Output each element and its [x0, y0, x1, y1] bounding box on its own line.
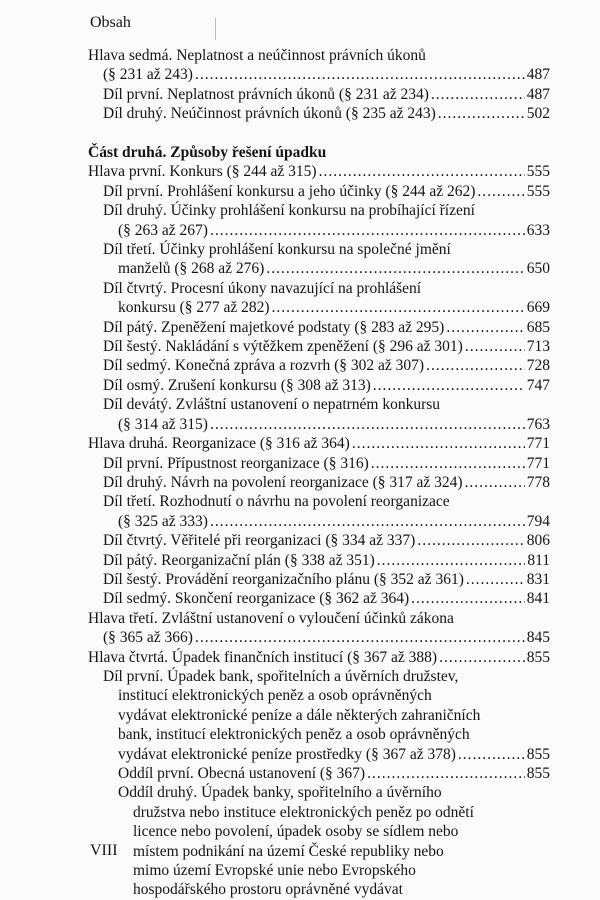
- toc-entry: [88, 240, 550, 279]
- toc-entry: [88, 376, 550, 395]
- toc-entry: [88, 104, 550, 123]
- toc-entry-title: Oddíl druhý. Úpadek banky, spořitelního a úvěrního: [118, 784, 442, 802]
- leader-dots: [439, 648, 525, 667]
- leader-dots: [272, 298, 525, 317]
- toc-page-number: 747: [526, 376, 550, 394]
- toc-entry: [88, 279, 550, 318]
- toc-page-number: 831: [526, 570, 550, 588]
- leader-dots: [465, 473, 525, 492]
- toc-entry-title: Díl třetí. Rozhodnutí o návrhu na povolení reorganizace: [103, 493, 450, 511]
- toc-entry: [88, 395, 550, 434]
- toc-entry: [88, 764, 550, 783]
- toc-entry: [88, 182, 550, 201]
- toc-entry-title: Díl první. Prohlášení konkursu a jeho účinky (§ 244 až 262): [103, 182, 476, 200]
- leader-dots: [466, 570, 525, 589]
- toc-entry-title: Díl šestý. Nakládání s výtěžkem zpeněžení (§ 296 až 301): [103, 338, 463, 356]
- toc-entry-title: Díl pátý. Zpeněžení majetkové podstaty (§ 283 až 295): [103, 318, 445, 336]
- leader-dots: [417, 531, 524, 550]
- toc-page-number: 728: [526, 357, 550, 375]
- toc-entry-title: Hlava druhá. Reorganizace (§ 316 až 364): [88, 435, 350, 453]
- toc-page-number: 633: [526, 221, 550, 239]
- leader-dots: [426, 356, 525, 375]
- toc-entry-title: Oddíl první. Obecná ustanovení (§ 367): [118, 765, 366, 783]
- toc-entry: [88, 609, 550, 648]
- toc-page-number: 841: [526, 590, 550, 608]
- toc-page-number: 713: [526, 338, 550, 356]
- toc-page-number: 845: [526, 629, 550, 647]
- leader-dots: [377, 551, 526, 570]
- toc-entry-title: Díl druhý. Neúčinnost právních úkonů (§ 235 až 243): [103, 105, 436, 123]
- toc-entry-title: Díl druhý. Účinky prohlášení konkursu na probíhající řízení: [103, 202, 475, 220]
- leader-dots: [319, 162, 525, 181]
- toc-page-number: 487: [526, 85, 550, 103]
- leader-dots: [352, 434, 525, 453]
- leader-dots: [431, 85, 525, 104]
- toc-page-number: 555: [526, 163, 550, 181]
- leader-dots: [210, 415, 525, 434]
- toc-entry: [88, 85, 550, 104]
- toc-entry-title-cont: (§ 314 až 315): [118, 415, 208, 433]
- toc-entry-title: Díl první. Neplatnost právních úkonů (§ 231 až 234): [103, 85, 429, 103]
- toc-entry-title: Díl sedmý. Skončení reorganizace (§ 362 až 364): [103, 590, 410, 608]
- leader-dots: [195, 65, 525, 84]
- toc-entry: [88, 454, 550, 473]
- toc-entry-title: Díl osmý. Zrušení konkursu (§ 308 až 313): [103, 376, 371, 394]
- toc-entry: [88, 648, 550, 667]
- leader-dots: [371, 454, 525, 473]
- toc-entry-title-cont: místem podnikání na území České republiky nebo: [133, 842, 444, 860]
- leader-dots: [411, 589, 525, 608]
- toc-entry-title: Hlava první. Konkurs (§ 244 až 315): [88, 163, 317, 181]
- toc-entry-title-cont: vydávat elektronické peníze a dále některých zahraničních: [118, 706, 481, 724]
- leader-dots: [458, 745, 525, 764]
- page-mark: [215, 18, 216, 40]
- toc-entry-title-cont: (§ 365 až 366): [103, 629, 193, 647]
- toc-entry-title-cont: hospodářského prostoru oprávněné vydávat: [133, 881, 403, 899]
- toc-entry: [88, 667, 550, 764]
- toc-entry: [88, 434, 550, 453]
- toc-entry-title: Hlava čtvrtá. Úpadek finančních institucí (§ 367 až 388): [88, 648, 438, 666]
- toc-entry: [88, 492, 550, 531]
- toc-entry: [88, 318, 550, 337]
- toc-entry-title-cont: institucí elektronických peněz a osob oprávněných: [118, 687, 432, 705]
- leader-dots: [210, 221, 525, 240]
- toc-entry-title: Díl pátý. Reorganizační plán (§ 338 až 351): [103, 551, 375, 569]
- toc-entry-title: Díl sedmý. Konečná zpráva a rozvrh (§ 302 až 307): [103, 357, 425, 375]
- toc-page-number: 555: [526, 182, 550, 200]
- toc-entry-title: Díl šestý. Provádění reorganizačního plánu (§ 352 až 361): [103, 570, 464, 588]
- leader-dots: [477, 182, 524, 201]
- leader-dots: [266, 259, 524, 278]
- toc-entry: [88, 531, 550, 550]
- leader-dots: [438, 104, 525, 123]
- toc-page-number: 855: [526, 745, 550, 763]
- toc-entry-title: Díl třetí. Účinky prohlášení konkursu na společné jmění: [103, 241, 451, 259]
- table-of-contents: [88, 46, 550, 900]
- section-title: Část druhá. Způsoby řešení úpadku: [88, 144, 327, 162]
- toc-page-number: 771: [526, 454, 550, 472]
- running-header: Obsah: [90, 14, 131, 31]
- leader-dots: [465, 337, 525, 356]
- toc-entry: [88, 570, 550, 589]
- toc-entry-title-cont: licence nebo povolení, úpadek osoby se sídlem nebo: [133, 823, 459, 841]
- toc-entry-title: Díl první. Úpadek bank, spořitelních a úvěrních družstev,: [103, 667, 459, 685]
- toc-entry: [88, 356, 550, 375]
- toc-entry-title-cont: (§ 325 až 333): [118, 512, 208, 530]
- toc-entry-title: Díl první. Přípustnost reorganizace (§ 316): [103, 454, 369, 472]
- toc-entry: [88, 201, 550, 240]
- leader-dots: [446, 318, 524, 337]
- toc-page-number: 685: [526, 318, 550, 336]
- toc-entry: [88, 46, 550, 85]
- toc-entry-title: Hlava sedmá. Neplatnost a neúčinnost právních úkonů: [88, 47, 426, 64]
- toc-entry-title-cont: konkursu (§ 277 až 282): [118, 299, 270, 317]
- toc-page-number: 669: [526, 299, 550, 317]
- toc-entry: [88, 551, 550, 570]
- toc-entry-title: Díl čtvrtý. Procesní úkony navazující na prohlášení: [103, 279, 422, 297]
- leader-dots: [373, 376, 525, 395]
- toc-entry-title-cont: vydávat elektronické peníze prostředky (§ 367 až 378): [118, 745, 456, 763]
- toc-page-number: 650: [526, 260, 550, 278]
- toc-entry-title: Díl druhý. Návrh na povolení reorganizace (§ 317 až 324): [103, 473, 463, 491]
- toc-entry: [88, 473, 550, 492]
- toc-entry-title-cont: (§ 263 až 267): [118, 221, 208, 239]
- toc-entry: [88, 783, 550, 899]
- page-number-roman: VIII: [90, 842, 118, 859]
- toc-page-number: 771: [526, 435, 550, 453]
- leader-dots: [210, 512, 525, 531]
- toc-page-number: 502: [526, 105, 550, 123]
- toc-page-number: 855: [526, 648, 550, 666]
- toc-entry-title-cont: mimo území Evropské unie nebo Evropského: [133, 862, 416, 880]
- toc-page-number: 778: [526, 473, 550, 491]
- toc-entry-title-cont: družstva nebo instituce elektronických peněz po odnětí: [133, 803, 474, 821]
- toc-page-number: 855: [526, 765, 550, 783]
- toc-page-number: 806: [526, 532, 550, 550]
- toc-page-number: 487: [526, 66, 550, 84]
- toc-entry-title: Díl devátý. Zvláštní ustanovení o nepatrném konkursu: [103, 396, 441, 414]
- toc-page-number: 763: [526, 415, 550, 433]
- toc-entry-title-cont: bank, institucí elektronických peněz a osob oprávněných: [118, 726, 470, 744]
- toc-entry-title: Hlava třetí. Zvláštní ustanovení o vyloučení účinků zákona: [88, 609, 454, 627]
- leader-dots: [367, 764, 525, 783]
- toc-entry-title-cont: (§ 231 až 243): [103, 66, 193, 84]
- toc-entry-title: Díl čtvrtý. Věřitelé při reorganizaci (§ 334 až 337): [103, 532, 416, 550]
- leader-dots: [195, 628, 525, 647]
- toc-entry: [88, 162, 550, 181]
- toc-page-number: 811: [527, 551, 550, 569]
- toc-entry: [88, 337, 550, 356]
- toc-page-number: 794: [526, 512, 550, 530]
- toc-entry: [88, 589, 550, 608]
- toc-entry-title-cont: manželů (§ 268 až 276): [118, 260, 265, 278]
